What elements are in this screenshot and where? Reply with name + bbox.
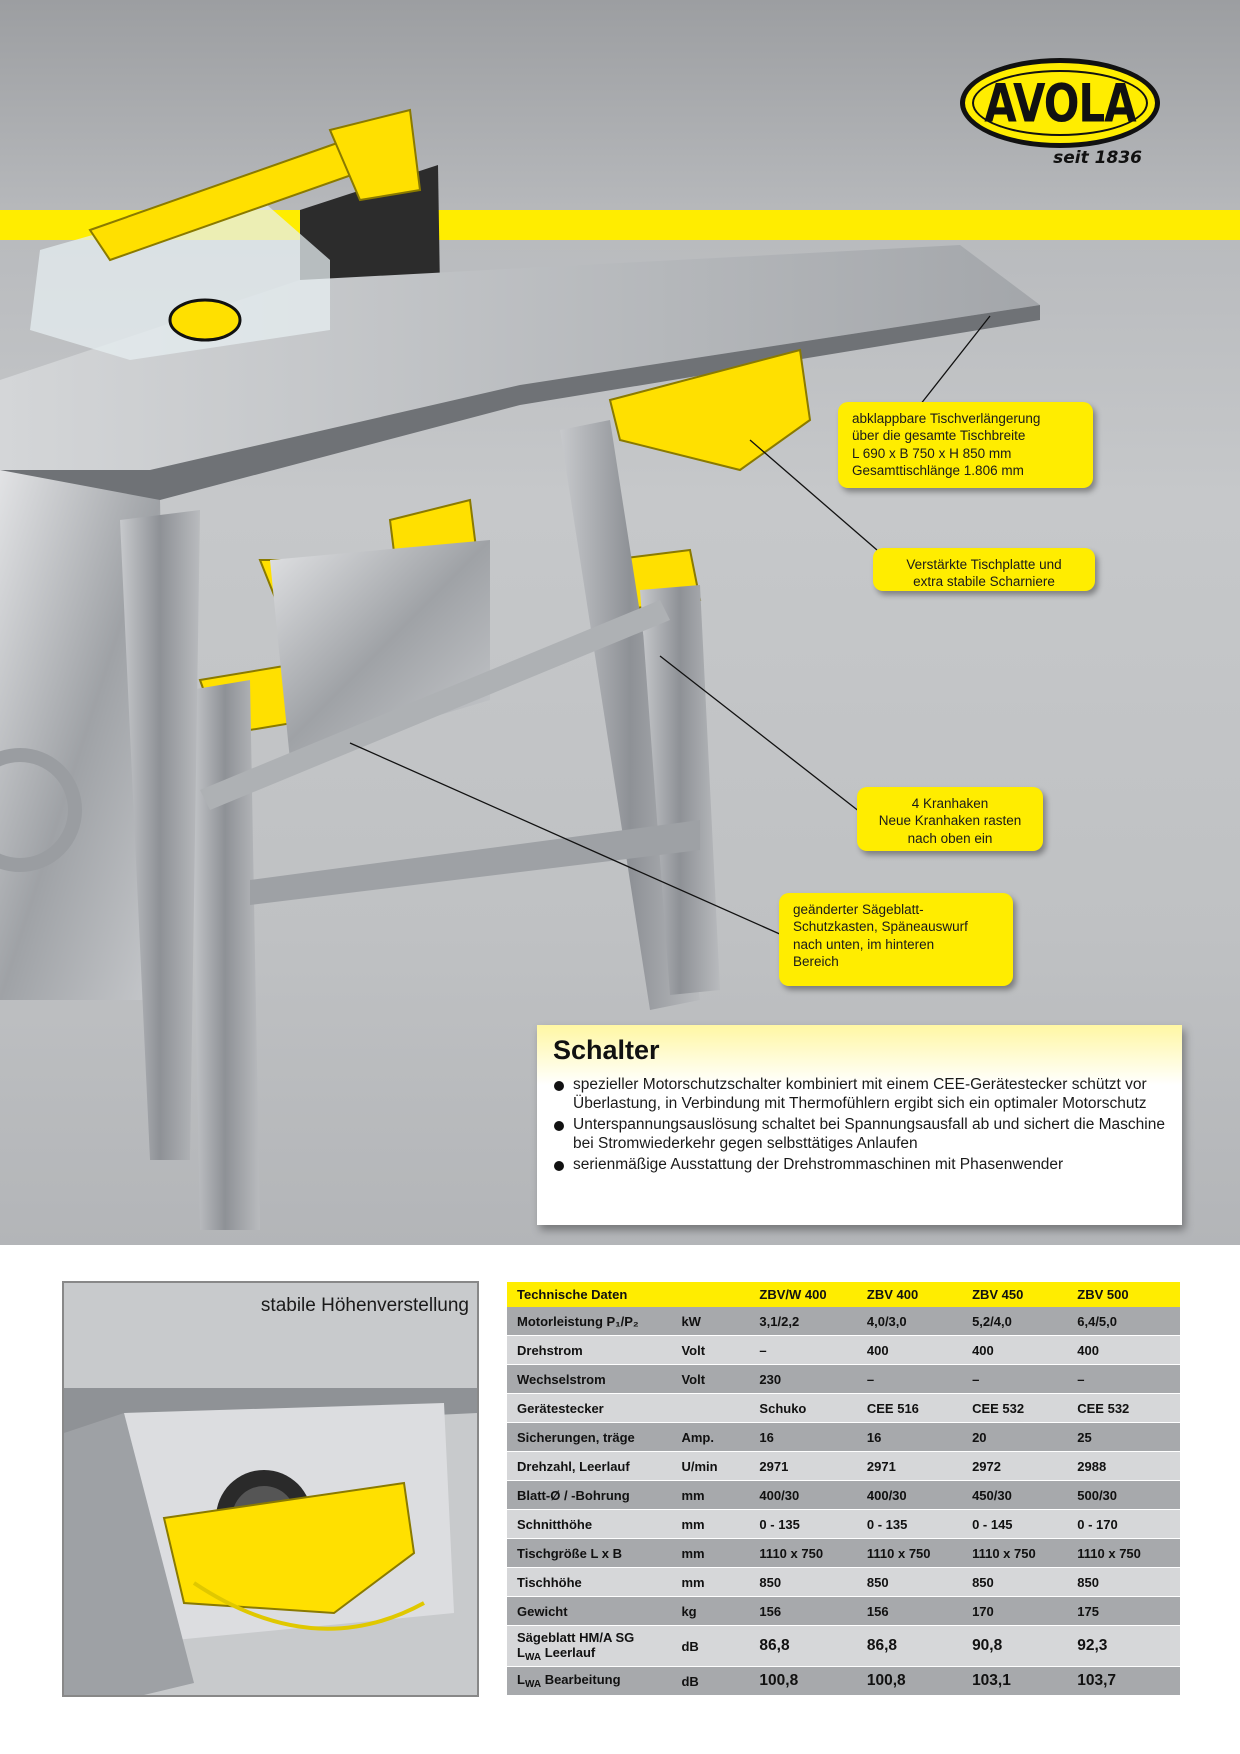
callout-crane-hooks <box>857 787 1043 851</box>
cell-value: 3,1/2,2 <box>749 1307 856 1336</box>
cell-value: 20 <box>962 1423 1067 1452</box>
cell-value: 400/30 <box>857 1481 962 1510</box>
switch-feature-item: serienmäßige Ausstattung der Drehstrommaschinen mit Phasenwender <box>553 1156 1166 1175</box>
row-unit: dB <box>671 1667 749 1696</box>
switch-info-box <box>537 1025 1182 1225</box>
label-subscript: WA <box>524 1679 542 1690</box>
cell-value: 86,8 <box>749 1626 856 1667</box>
cell-value: 25 <box>1067 1423 1180 1452</box>
cell-value: – <box>962 1365 1067 1394</box>
row-label: Drehstrom <box>507 1336 671 1365</box>
row-label: Schnitthöhe <box>507 1510 671 1539</box>
cell-value: 170 <box>962 1597 1067 1626</box>
cell-value: 5,2/4,0 <box>962 1307 1067 1336</box>
avola-logo <box>960 58 1160 170</box>
cell-value: 175 <box>1067 1597 1180 1626</box>
row-unit: Volt <box>671 1365 749 1394</box>
label-line: Bearbeitung <box>544 1672 621 1687</box>
cell-value: 500/30 <box>1067 1481 1180 1510</box>
cell-value: CEE 532 <box>1067 1394 1180 1423</box>
cell-value: 230 <box>749 1365 856 1394</box>
cell-value: 2988 <box>1067 1452 1180 1481</box>
cell-value: 850 <box>1067 1568 1180 1597</box>
height-adjustment-photo <box>62 1281 479 1697</box>
cell-value: 850 <box>749 1568 856 1597</box>
table-row <box>507 1597 1180 1626</box>
cell-value: 90,8 <box>962 1626 1067 1667</box>
switch-feature-list <box>553 1076 1166 1175</box>
row-label: Wechselstrom <box>507 1365 671 1394</box>
cell-value: 92,3 <box>1067 1626 1180 1667</box>
cell-value: 1110 x 750 <box>1067 1539 1180 1568</box>
callout-line: extra stabile Scharniere <box>913 574 1055 590</box>
table-header: ZBV 450 <box>962 1282 1067 1307</box>
table-row <box>507 1539 1180 1568</box>
table-row <box>507 1667 1180 1696</box>
row-unit: mm <box>671 1539 749 1568</box>
row-unit: kg <box>671 1597 749 1626</box>
row-unit: U/min <box>671 1452 749 1481</box>
callout-line: Gesamttischlänge 1.806 mm <box>852 462 1024 478</box>
row-unit: mm <box>671 1568 749 1597</box>
cell-value: – <box>1067 1365 1180 1394</box>
table-row <box>507 1365 1180 1394</box>
table-row <box>507 1307 1180 1336</box>
row-unit: mm <box>671 1510 749 1539</box>
callout-line: nach unten, im hinteren <box>793 936 935 952</box>
callout-line: Verstärkte Tischplatte und <box>906 557 1062 572</box>
callout-line: Neue Kranhaken rasten <box>878 813 1022 829</box>
callout-line: Schutzkasten, Späneauswurf <box>793 919 968 935</box>
cell-value: 400/30 <box>749 1481 856 1510</box>
row-label: Blatt-Ø / -Bohrung <box>507 1481 671 1510</box>
callout-line: 4 Kranhaken <box>911 796 989 811</box>
cell-value: 0 - 170 <box>1067 1510 1180 1539</box>
row-label: Sägeblatt HM/A SG $L_{WA}$ Leerlauf <box>507 1626 671 1667</box>
height-adjustment-illustration <box>64 1283 477 1695</box>
table-row <box>507 1394 1180 1423</box>
cell-value: 100,8 <box>749 1667 856 1696</box>
row-unit: dB <box>671 1626 749 1667</box>
cell-value: CEE 532 <box>962 1394 1067 1423</box>
cell-value: 0 - 135 <box>857 1510 962 1539</box>
table-row <box>507 1626 1180 1667</box>
cell-value: 400 <box>1067 1336 1180 1365</box>
table-header: ZBV 400 <box>857 1282 962 1307</box>
row-unit: Volt <box>671 1336 749 1365</box>
table-header <box>671 1282 749 1307</box>
cell-value: 6,4/5,0 <box>1067 1307 1180 1336</box>
cell-value: Schuko <box>749 1394 856 1423</box>
callout-line: geänderter Sägeblatt- <box>793 902 924 917</box>
cell-value: 103,1 <box>962 1667 1067 1696</box>
row-unit <box>671 1394 749 1423</box>
cell-value: 156 <box>749 1597 856 1626</box>
row-label: $L_{WA}$ Bearbeitung <box>507 1667 671 1696</box>
logo-ellipse <box>960 58 1160 148</box>
row-unit: kW <box>671 1307 749 1336</box>
row-label: Gerätestecker <box>507 1394 671 1423</box>
table-row <box>507 1423 1180 1452</box>
row-label: Gewicht <box>507 1597 671 1626</box>
cell-value: CEE 516 <box>857 1394 962 1423</box>
cell-value: 1110 x 750 <box>857 1539 962 1568</box>
cell-value: 400 <box>962 1336 1067 1365</box>
table-header-row <box>507 1282 1180 1307</box>
callout-reinforced-top <box>873 548 1095 591</box>
callout-line: Bereich <box>793 953 839 969</box>
callout-tabletop-extension <box>838 402 1093 488</box>
row-unit: mm <box>671 1481 749 1510</box>
cell-value: 450/30 <box>962 1481 1067 1510</box>
table-row <box>507 1336 1180 1365</box>
table-header: Technische Daten <box>507 1282 671 1307</box>
cell-value: 850 <box>857 1568 962 1597</box>
callout-line: nach oben ein <box>907 830 993 846</box>
cell-value: 400 <box>857 1336 962 1365</box>
cell-value: 1110 x 750 <box>749 1539 856 1568</box>
technical-data-table <box>507 1282 1180 1696</box>
table-header: ZBV 500 <box>1067 1282 1180 1307</box>
table-header: ZBV/W 400 <box>749 1282 856 1307</box>
cell-value: 0 - 135 <box>749 1510 856 1539</box>
label-subscript: WA <box>524 1651 542 1663</box>
cell-value: 86,8 <box>857 1626 962 1667</box>
cell-value: 2971 <box>749 1452 856 1481</box>
cell-value: 1110 x 750 <box>962 1539 1067 1568</box>
cell-value: 2971 <box>857 1452 962 1481</box>
cell-value: 100,8 <box>857 1667 962 1696</box>
switch-feature-item: spezieller Motorschutzschalter kombiniert mit einem CEE-Gerätestecker schützt vor Überlastung, in Verbindung mit Thermofühlern ergibt sich ein optimaler Motorschutz <box>553 1076 1166 1114</box>
callout-line: abklappbare Tischverlängerung <box>852 411 1041 426</box>
row-label: Sicherungen, träge <box>507 1423 671 1452</box>
cell-value: 4,0/3,0 <box>857 1307 962 1336</box>
row-label: Drehzahl, Leerlauf <box>507 1452 671 1481</box>
cell-value: 2972 <box>962 1452 1067 1481</box>
row-label: Tischgröße L x B <box>507 1539 671 1568</box>
photo-caption: stabile Höhenverstellung <box>260 1295 469 1316</box>
cell-value: 0 - 145 <box>962 1510 1067 1539</box>
label-line: Sägeblatt HM/A SG <box>517 1629 635 1645</box>
switch-title: Schalter <box>553 1035 660 1065</box>
cell-value: 850 <box>962 1568 1067 1597</box>
cell-value: 103,7 <box>1067 1667 1180 1696</box>
table-row <box>507 1568 1180 1597</box>
row-label: Motorleistung P₁/P₂ <box>507 1307 671 1336</box>
cell-value: 156 <box>857 1597 962 1626</box>
table-row <box>507 1481 1180 1510</box>
cell-value: 16 <box>749 1423 856 1452</box>
row-unit: Amp. <box>671 1423 749 1452</box>
callout-blade-guard <box>779 893 1013 986</box>
table-row <box>507 1452 1180 1481</box>
logo-text: AVOLA <box>984 72 1136 134</box>
logo-tagline: seit 1836 <box>1053 148 1142 168</box>
cell-value: – <box>857 1365 962 1394</box>
table-row <box>507 1510 1180 1539</box>
callout-line: über die gesamte Tischbreite <box>852 428 1026 444</box>
callout-line: L 690 x B 750 x H 850 mm <box>852 445 1012 461</box>
label-line: Leerlauf <box>544 1644 596 1660</box>
row-label: Tischhöhe <box>507 1568 671 1597</box>
cell-value: 16 <box>857 1423 962 1452</box>
switch-feature-item: Unterspannungsauslösung schaltet bei Spannungsausfall ab und sichert die Maschine bei Stromwiederkehr gegen selbsttätiges Anlaufen <box>553 1116 1166 1154</box>
cell-value: – <box>749 1336 856 1365</box>
